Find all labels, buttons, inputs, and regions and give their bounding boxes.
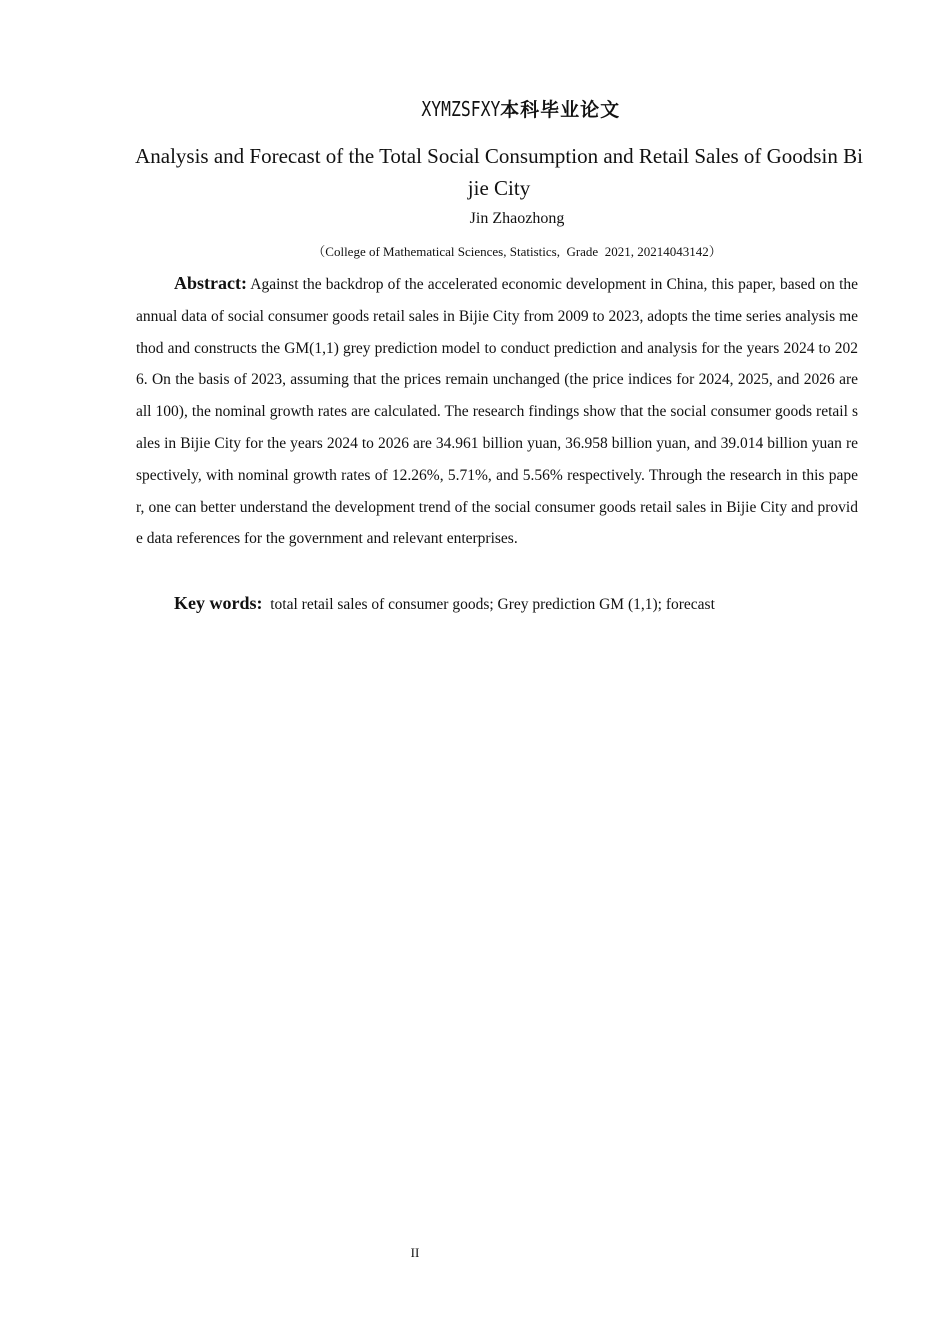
abstract-label: Abstract: bbox=[174, 273, 247, 293]
paper-title: Analysis and Forecast of the Total Social Consumption and Retail Sales of Goodsin Bijie City bbox=[135, 144, 863, 200]
keywords-label: Key words: bbox=[174, 593, 263, 613]
header-thesis-type: 本科毕业论文 bbox=[500, 99, 621, 121]
header-school-code: XYMZSFXY bbox=[421, 97, 501, 121]
keywords-text: total retail sales of consumer goods; Grey prediction GM (1,1); forecast bbox=[262, 596, 715, 613]
abstract-text: Against the backdrop of the accelerated economic development in China, this paper, based on the annual data of social consumer goods retail sales in Bijie City from 2009 to 2023, adopts the time series analysis method and constructs the GM(1,1) grey prediction model to conduct prediction and analysis for the years 2024 to 2026. On the basis of 2023, assuming that the prices remain unchanged (the price indices for 2024, 2025, and 2026 are all 100), the nominal growth rates are calculated. The research findings show that the social consumer goods retail sales in Bijie City for the years 2024 to 2026 are 34.961 billion yuan, 36.958 billion yuan, and 39.014 billion yuan respectively, with nominal growth rates of 12.26%, 5.71%, and 5.56% respectively. Through the research in this paper, one can better understand the development trend of the social consumer goods retail sales in Bijie City and provide data references for the government and relevant enterprises. bbox=[136, 276, 858, 548]
abstract-paragraph bbox=[136, 268, 858, 555]
author-affiliation: （College of Mathematical Sciences, Statistics, Grade 2021, 20214043142） bbox=[312, 244, 722, 259]
thesis-header bbox=[0, 94, 950, 125]
keywords-paragraph bbox=[136, 590, 858, 618]
page-number: II bbox=[410, 1245, 420, 1260]
author-name: Jin Zhaozhong bbox=[469, 210, 565, 227]
